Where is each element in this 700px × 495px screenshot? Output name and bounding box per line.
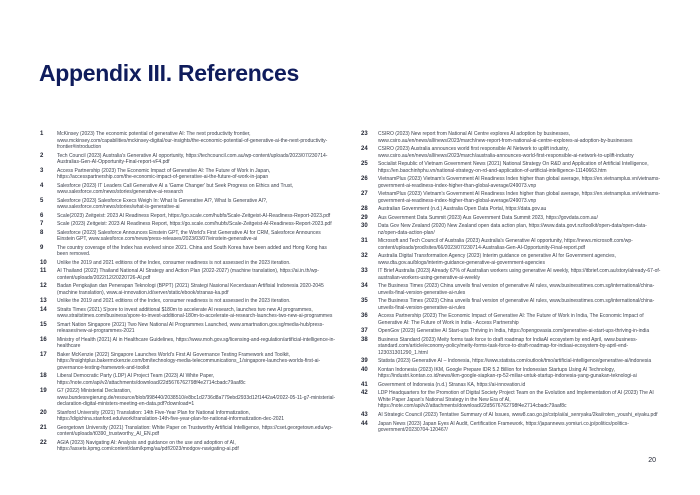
reference-text: CSIRO (2023) Australia announces world first responsible AI Network to uplift industry, www.csiro.au/en/news/all/news/2023/march/australia-announces-world-first-responsible-ai-network-to-uplift-industry [378,146,634,159]
reference-number: 21 [40,424,47,431]
reference-item [361,328,662,335]
reference-text: Smart Nation Singapore (2021) Two New National AI Programmes Launched, www.smartnation.gov.sg/media-hub/press-releases/new-ai-programmes-2021 [57,321,324,335]
reference-number: 36 [361,313,368,320]
reference-text: Socialist Republic of Vietnam Government News (2021) National Strategy On R&D and Application of Artificial Intelligence, https://en.baochinhphu.vn/national-strategy-on-rd-and-application-of-artificial-intelligence-11140663.htm [378,161,649,174]
reference-item [361,283,662,296]
reference-text: Stanford University (2021) Translation: 14th Five-Year Plan for National Informatization, https://digichina.stanford.edu/work/translation-14th-five-year-plan-for-national-informatization-dec-2021 [57,409,285,423]
reference-number: 27 [361,191,368,197]
reference-item [40,388,339,408]
reference-text: Salesforce (2023) IT Leaders Call Generative AI a 'Game Changer' but Seek Progress on Ethics and Trust, www.salesforce.com/news/stories/generative-ai-research [57,182,294,195]
reference-item [40,260,339,267]
reference-text: Business Standard (2023) Meity forms task force to draft roadmap for IndiaAI ecosystem by end April, www.business-standard.com/article/economy-policy/meity-forms-task-force-to-draft-roadmap-for-indiaai-ecosystem-by-april-end-123031301290_1.html [378,336,638,356]
reference-text: Aus Government Data Summit (2023) Aus Government Data Summit 2023, https://govdata.com.au/ [378,214,598,221]
reference-text: The Business Times (2023) China unveils final version of generative AI rules, www.businesstimes.com.sg/international/china-unveils-final-version-generative-ai-rules [378,298,655,311]
reference-text: Data Gov New Zealand (2020) New Zealand open data action plan, https://www.data.govt.nz/toolkit/open-data/open-data-nz/open-data-action-plan/ [378,223,647,236]
reference-number: 9 [40,244,44,251]
reference-text: Ministry of Health (2021) AI in Healthcare Guidelines, https://www.moh.gov.sg/licensing-and-regulation/artificial-intelligence-in-healthcare [57,336,336,350]
reference-number: 17 [40,351,47,358]
reference-number: 39 [361,358,368,365]
reference-text: AI Thailand (2022) Thailand National AI Strategy and Action Plan (2022-2027) (machine translation), https://ai.in.th/wp-content/uploads/2022/12/20220726-AI.pdf [57,268,319,281]
reference-item [361,206,662,213]
references-left-column [40,131,339,453]
reference-text: Baker McKenzie (2022) Singapore Launches World's First AI Governance Testing Framework and Toolkit, https://insightplus.bakermckenzie.com/bm/technology-media-telecommunications_1/singapore-launches-worlds-first-ai-governance-testing-framework-and-toolkit [57,351,321,371]
reference-text: Access Partnership (2023) The Economic Impact of Generative AI: The Future of Work in India, The Economic Impact of Generative AI: The Future of Work in India - Access Partnership [378,313,644,326]
reference-text: CSIRO (2023) New report from National AI Centre explores AI adoption by businesses, www.csiro.au/en/news/all/news/2023/march/new-report-from-national-ai-centre-explores-ai-adoption-by-businesses [378,131,633,144]
reference-item [40,230,339,243]
reference-number: 35 [361,298,368,305]
reference-number: 43 [361,411,368,418]
references-right-column [361,131,662,434]
reference-number: 30 [361,223,368,230]
reference-text: Statista (2023) Generative AI – Indonesia, https://www.statista.com/outlook/tmo/artificial-intelligence/generative-ai/indonesia [378,358,652,365]
reference-item [40,283,339,296]
reference-item [361,238,662,251]
reference-number: 38 [361,336,368,343]
reference-text: IT Brief Australia (2023) Already 67% of Australian workers using generative AI weekly, https://itbrief.com.au/story/already-67-of-australian-workers-using-generative-ai-weekly [378,268,661,281]
reference-item [361,223,662,236]
reference-text: Scale (2023) Zeitgeist: 2023 AI Readiness Report, https://go.scale.com/hubfs/Scale-Zeitgeist-AI-Readiness-Report-2023.pdf [57,221,332,228]
reference-item [361,176,662,189]
reference-text: Government of Indonesia (n.d.) Stranas KA, https://ai-innovation.id [378,381,526,388]
reference-text: Unlike the 2019 and 2021 editions of the Index, consumer readiness is not assessed in the 2023 iteration. [57,298,291,305]
reference-item [361,382,662,389]
reference-text: Unlike the 2019 and 2021 editions of the Index, consumer readiness is not assessed in the 2023 iteration. [57,259,291,266]
reference-item [40,153,339,166]
reference-number: 29 [361,214,368,221]
reference-number: 19 [40,388,47,395]
reference-text: AI Strategic Council (2023) Tentative Summary of AI Issues, www8.cao.go.jp/cstp/ai/ai_senryaku/2kai/roten_youshi_eiyaku.pdf [378,411,658,418]
reference-number: 10 [40,259,47,266]
reference-number: 41 [361,381,368,388]
reference-text: Tech Council (2023) Australia's Generative AI opportunity, https://techcouncil.com.au/wp-content/uploads/2023/07/230714-Australias-Gen-AI-Opportunity-Final-report-vF4.pdf [57,152,328,165]
reference-number: 42 [361,390,368,397]
reference-item [40,352,339,372]
reference-item [40,198,339,211]
reference-text: Australia Digital Transformation Agency (2023) Interim guidance on generative AI for Government agencies, www.dta.gov.au/blogs/interim-guidance-generative-ai-government-agencies [378,253,616,266]
reference-text: Salesforce (2023) Salesforce Announces Einstein GPT, the World's First Generative AI for CRM, Salesforce Announces Einstein GPT, www.salesforce.com/news/press-releases/2023/03/07/einstein-generative-ai [57,229,321,243]
reference-text: McKinsey (2023) The economic potential of generative AI: The next productivity frontier, www.mckinsey.com/capabilities/mckinsey-digital/our-insights/the-economic-potential-of-generative-ai-the-next-productivity-frontier#introduction [57,131,328,150]
reference-number: 25 [361,161,368,167]
reference-text: Straits Times (2021) S'pore to invest additional $180m to accelerate AI research, launches two new AI programmes, www.straitstimes.com/business/spore-to-invest-additional-180m-to-accelerate-ai-research-launches-two-new-ai-programmes [57,306,333,320]
reference-item [361,421,662,434]
reference-item [40,322,339,335]
reference-item [40,245,339,258]
reference-item [40,298,339,305]
reference-item [40,425,339,438]
reference-item [361,390,662,410]
reference-item [40,373,339,386]
reference-item [361,358,662,365]
reference-number: 7 [40,221,44,228]
reference-item [361,131,662,144]
reference-number: 33 [361,268,368,275]
reference-number: 1 [40,131,44,137]
reference-item [361,215,662,222]
reference-number: 20 [40,409,47,416]
reference-number: 34 [361,283,368,290]
reference-text: Access Partnership (2023) The Economic Impact of Generative AI: The Future of Work in Japan, https://accesspartnership.com/the-economic-impact-of-generative-ai-the-future-of-work-in-japan [57,167,271,180]
reference-item [40,183,339,196]
reference-item [361,268,662,281]
reference-text: Badan Pengkajian dan Penerapan Teknologi (BPPT) (2021) Strategi Nasional Kecerdasan Artifisial Indonesia 2020-2045 (machine translation), www.ai-innovation.id/server/static/ebook/stranas-ka.pdf [57,283,324,296]
reference-number: 15 [40,321,47,328]
reference-text: LDP Headquarters for the Promotion of Digital Society Project Team on the Evolution and Implementation of AI (2023) The AI White Paper Japan's National Strategy in the New Era of AI, https://note.com/api/v2/attachments/download/22d5676762798f4e2714cbadc79aaf8c [378,390,654,410]
reference-text: The Business Times (2023) China unveils final version of generative AI rules, www.businesstimes.com.sg/international/china-unveils-final-version-generative-ai-rules [378,283,655,296]
reference-text: Australian Government (n.d.) Australia Open Data Portal, https://data.gov.au [378,206,547,212]
reference-item [361,313,662,326]
reference-item [361,412,662,419]
reference-text: Japan News (2023) Japan Eyes AI Audit, Certification Framework, https://japannews.yomiuri.co.jp/politics/politics-government/20230704-120467/ [378,420,629,434]
reference-number: 14 [40,306,47,313]
reference-number: 11 [40,268,47,275]
reference-number: 32 [361,253,368,260]
reference-item [40,410,339,423]
reference-text: VietnamPlus (2023) Vietnam's Government AI Readiness Index higher than global average, https://en.vietnamplus.vn/vietnams-government-ai-readiness-index-higher-than-global-average/249073.vnp [378,191,661,204]
reference-number: 3 [40,167,44,174]
reference-number: 5 [40,197,44,204]
reference-text: OpenGov (2023) Generative AI Start-ups Thriving in India, https://opengovasia.com/generative-ai-start-ups-thriving-in-india [378,328,650,335]
reference-item [40,213,339,220]
reference-number: 37 [361,328,368,335]
reference-text: Salesforce (2023) Salesforce Execs Weigh In: What Is Generative AI?, What Is Generative AI?, www.salesforce.com/news/stories/what-is-generative-ai [57,197,268,210]
reference-number: 40 [361,366,368,373]
reference-number: 24 [361,146,368,152]
reference-text: G7 (2022) Ministerial Declaration, www.bundesregierung.de/resource/blob/998440/2038510/e8bc1d2736d8a779ebd2933d12f1442a4/2022-05-11-g7-ministerial-declaration-digital-ministers-meeting-en-data.pdf?download=1 [57,388,336,408]
reference-number: 13 [40,298,47,305]
reference-text: VietnamPlus (2023) Vietnam's Government AI Readiness Index higher than global average, https://en.vietnamplus.vn/vietnams-government-ai-readiness-index-higher-than-global-average/249073.vnp [378,176,661,189]
reference-number: 12 [40,283,47,290]
reference-text: The country coverage of the Index has evolved since 2021. China and South Korea have been added and Hong Kong has been removed. [57,244,327,258]
reference-item [361,146,662,159]
reference-number: 31 [361,238,368,245]
reference-item [361,337,662,357]
reference-item [40,337,339,350]
reference-item [361,298,662,311]
reference-number: 23 [361,131,368,137]
reference-text: Scale(2023) Zeitgeist: 2023 AI Readiness Report, https://go.scale.com/hubfs/Scale-Zeitgeist-AI-Readiness-Report-2023.pdf [57,212,331,219]
reference-text: Georgetown University (2021) Translation: White Paper on Trustworthy Artificial Intelligence, https://cset.georgetown.edu/wp-content/uploads/t0390_trustworthy_AI_EN.pdf [57,424,333,438]
reference-text: Liberal Democratic Party (LDP) AI Project Team (2023) AI White Paper, https://note.com/api/v2/attachments/download/22d5676762798f4e2714cbadc79aaf8c [57,373,246,386]
reference-number: 26 [361,176,368,182]
reference-item [361,191,662,204]
reference-item [40,440,339,453]
reference-text: Microsoft and Tech Council of Australia (2023) Australia's Generative AI opportunity, https://news.microsoft.com/wp-content/uploads/prod/sites/66/2023/07/230714-Australias-Gen-AI-Opportunity-Final-report.pdf [378,238,633,251]
reference-item [361,367,662,380]
reference-number: 18 [40,373,47,380]
page-number: 20 [648,457,656,464]
page-title: Appendix III. References [39,60,299,86]
reference-item [40,221,339,228]
reference-number: 22 [40,439,47,446]
reference-text: Kontan Indonesia (2023) IKM, Google Prepare IDR 5.2 Billion for Indonesian Startups Using AI Technology, https://industri.kontan.co.id/news/ikm-google-siapkan-rp-52-miliar-untuk-startup-indonesia-yang-gunakan-teknologi-ai [378,366,637,380]
reference-number: 6 [40,212,44,219]
reference-number: 4 [40,182,44,189]
reference-item [361,253,662,266]
reference-item [40,268,339,281]
reference-item [361,161,662,174]
reference-item [40,307,339,320]
reference-text: AGIA (2023) Navigating AI: Analysis and guidance on the use and adoption of AI, https://assets.kpmg.com/content/dam/kpmg/au/pdf/2023/modgov-navigating-ai.pdf [57,439,239,453]
reference-item [40,131,339,151]
reference-item [40,168,339,181]
reference-number: 2 [40,152,44,159]
reference-number: 44 [361,420,368,427]
reference-number: 16 [40,336,47,343]
reference-number: 28 [361,206,368,212]
reference-number: 8 [40,229,44,236]
